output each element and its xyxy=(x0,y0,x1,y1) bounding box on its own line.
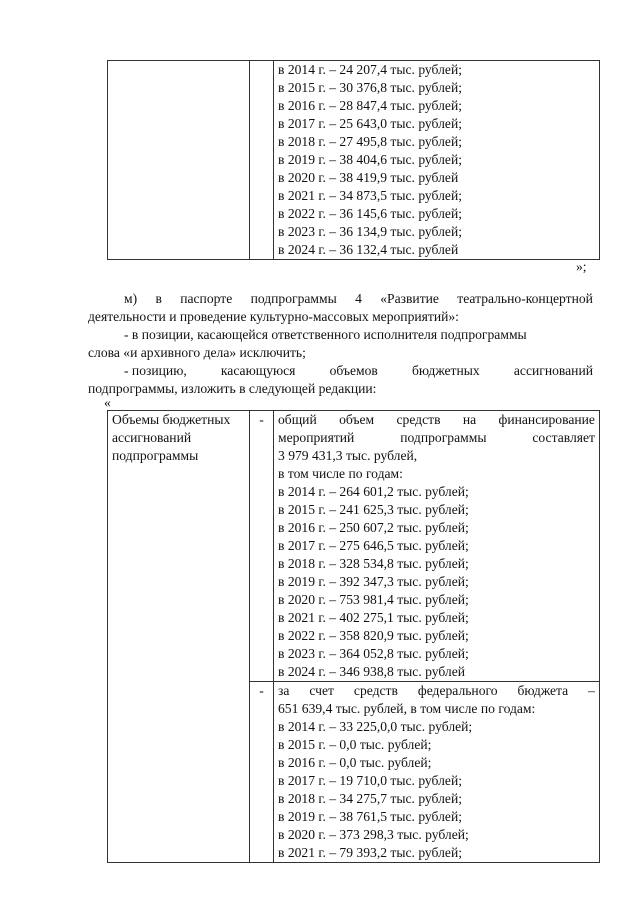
table1-year-line: в 2024 г. – 36 132,4 тыс. рублей xyxy=(278,242,459,257)
word: объемов xyxy=(329,363,378,378)
word: федерального xyxy=(417,683,498,698)
total-values-cell xyxy=(274,411,600,682)
total-line2 xyxy=(278,429,595,447)
word: средств xyxy=(396,412,441,427)
word: паспорте xyxy=(180,291,233,306)
paragraph-responsible xyxy=(88,326,593,362)
budget-table xyxy=(107,410,600,863)
budget-label-line: ассигнований xyxy=(112,430,192,445)
table1-label-cell xyxy=(108,61,250,260)
paragraph-m-line1 xyxy=(88,290,593,308)
federal-values-cell xyxy=(274,682,600,863)
word: подпрограммы xyxy=(400,430,487,445)
total-line1 xyxy=(278,411,595,429)
table1-year-line: в 2023 г. – 36 134,9 тыс. рублей; xyxy=(278,224,462,239)
closing-quote: »; xyxy=(576,259,587,274)
word: счет xyxy=(309,683,334,698)
federal-year-line: в 2014 г. – 33 225,0,0 тыс. рублей; xyxy=(278,719,473,734)
total-year-line: в 2017 г. – 275 646,5 тыс. рублей; xyxy=(278,538,469,553)
word: ассигнований xyxy=(513,363,593,378)
paragraph-position-line2: подпрограммы, изложить в следующей редакции: xyxy=(88,381,377,396)
table1-year-line: в 2015 г. – 30 376,8 тыс. рублей; xyxy=(278,80,462,95)
word: касающуюся xyxy=(220,363,296,378)
total-dash-cell xyxy=(250,411,274,682)
table1-year-line: в 2019 г. – 38 404,6 тыс. рублей; xyxy=(278,152,462,167)
table1-year-line: в 2021 г. – 34 873,5 тыс. рублей; xyxy=(278,188,462,203)
total-year-line: в 2019 г. – 392 347,3 тыс. рублей; xyxy=(278,574,469,589)
federal-year-line: в 2021 г. – 79 393,2 тыс. рублей; xyxy=(278,845,462,860)
federal-year-line: в 2016 г. – 0,0 тыс. рублей; xyxy=(278,755,432,770)
table1-year-line: в 2014 г. – 24 207,4 тыс. рублей; xyxy=(278,62,462,77)
total-year-line: в 2014 г. – 264 601,2 тыс. рублей; xyxy=(278,484,469,499)
budget-label-cell xyxy=(108,411,250,863)
federal-year-line: в 2015 г. – 0,0 тыс. рублей; xyxy=(278,737,432,752)
total-amount: 3 979 431,3 тыс. рублей, xyxy=(278,448,418,463)
total-year-line: в 2018 г. – 328 534,8 тыс. рублей; xyxy=(278,556,469,571)
table1-year-line: в 2016 г. – 28 847,4 тыс. рублей; xyxy=(278,98,462,113)
word: за xyxy=(278,683,290,698)
word: общий xyxy=(278,412,317,427)
word: театрально-концертной xyxy=(457,291,593,306)
paragraph-responsible-line2: слова «и архивного дела» исключить; xyxy=(88,345,306,360)
table1-year-line: в 2018 г. – 27 495,8 тыс. рублей; xyxy=(278,134,462,149)
table-row xyxy=(108,61,600,260)
federal-year-line: в 2019 г. – 38 761,5 тыс. рублей; xyxy=(278,809,462,824)
word: в xyxy=(155,291,162,306)
total-year-line: в 2022 г. – 358 820,9 тыс. рублей; xyxy=(278,628,469,643)
federal-year-line: в 2017 г. – 19 710,0 тыс. рублей; xyxy=(278,773,462,788)
word: средств xyxy=(353,683,398,698)
paragraph-m-line2: деятельности и проведение культурно-массовых мероприятий»: xyxy=(88,309,459,324)
word: мероприятий xyxy=(278,430,355,445)
paragraph-position-line1 xyxy=(88,362,593,380)
word: – xyxy=(588,683,595,698)
federal-year-line: в 2018 г. – 34 275,7 тыс. рублей; xyxy=(278,791,462,806)
word: бюджета xyxy=(517,683,569,698)
word: составляет xyxy=(532,430,595,445)
table1-dash-cell xyxy=(250,61,274,260)
word: м) xyxy=(124,291,138,306)
word: 4 xyxy=(355,291,362,306)
federal-amount: 651 639,4 тыс. рублей, в том числе по годам: xyxy=(278,701,536,716)
budget-table-continuation xyxy=(107,60,600,260)
paragraph-position xyxy=(88,362,593,398)
dash-mark: - xyxy=(259,683,264,698)
federal-dash-cell xyxy=(250,682,274,863)
table1-year-line: в 2022 г. – 36 145,6 тыс. рублей; xyxy=(278,206,462,221)
table1-year-line: в 2020 г. – 38 419,9 тыс. рублей xyxy=(278,170,459,185)
federal-line1 xyxy=(278,682,595,700)
total-year-line: в 2023 г. – 364 052,8 тыс. рублей; xyxy=(278,646,469,661)
total-by-years-label: в том числе по годам: xyxy=(278,466,403,481)
paragraph-responsible-line1: - в позиции, касающейся ответственного исполнителя подпрограммы xyxy=(124,327,527,342)
word: объем xyxy=(339,412,375,427)
table-row xyxy=(108,411,600,682)
total-year-line: в 2020 г. – 753 981,4 тыс. рублей; xyxy=(278,592,469,607)
total-year-line: в 2016 г. – 250 607,2 тыс. рублей; xyxy=(278,520,469,535)
total-year-line: в 2015 г. – 241 625,3 тыс. рублей; xyxy=(278,502,469,517)
word: подпрограммы xyxy=(250,291,337,306)
opening-quote: « xyxy=(104,395,111,410)
word: бюджетных xyxy=(412,363,480,378)
total-year-line: в 2021 г. – 402 275,1 тыс. рублей; xyxy=(278,610,469,625)
paragraph-m xyxy=(88,290,593,326)
word: - позицию, xyxy=(124,363,187,378)
table1-values-cell xyxy=(274,61,600,260)
word: «Развитие xyxy=(380,291,439,306)
budget-label-line: подпрограммы xyxy=(112,448,199,463)
dash-mark: - xyxy=(259,412,264,427)
word: финансирование xyxy=(498,412,595,427)
word: на xyxy=(462,412,477,427)
budget-label-line: Объемы бюджетных xyxy=(112,412,231,427)
table1-year-line: в 2017 г. – 25 643,0 тыс. рублей; xyxy=(278,116,462,131)
federal-year-line: в 2020 г. – 373 298,3 тыс. рублей; xyxy=(278,827,469,842)
total-year-line: в 2024 г. – 346 938,8 тыс. рублей xyxy=(278,664,466,679)
